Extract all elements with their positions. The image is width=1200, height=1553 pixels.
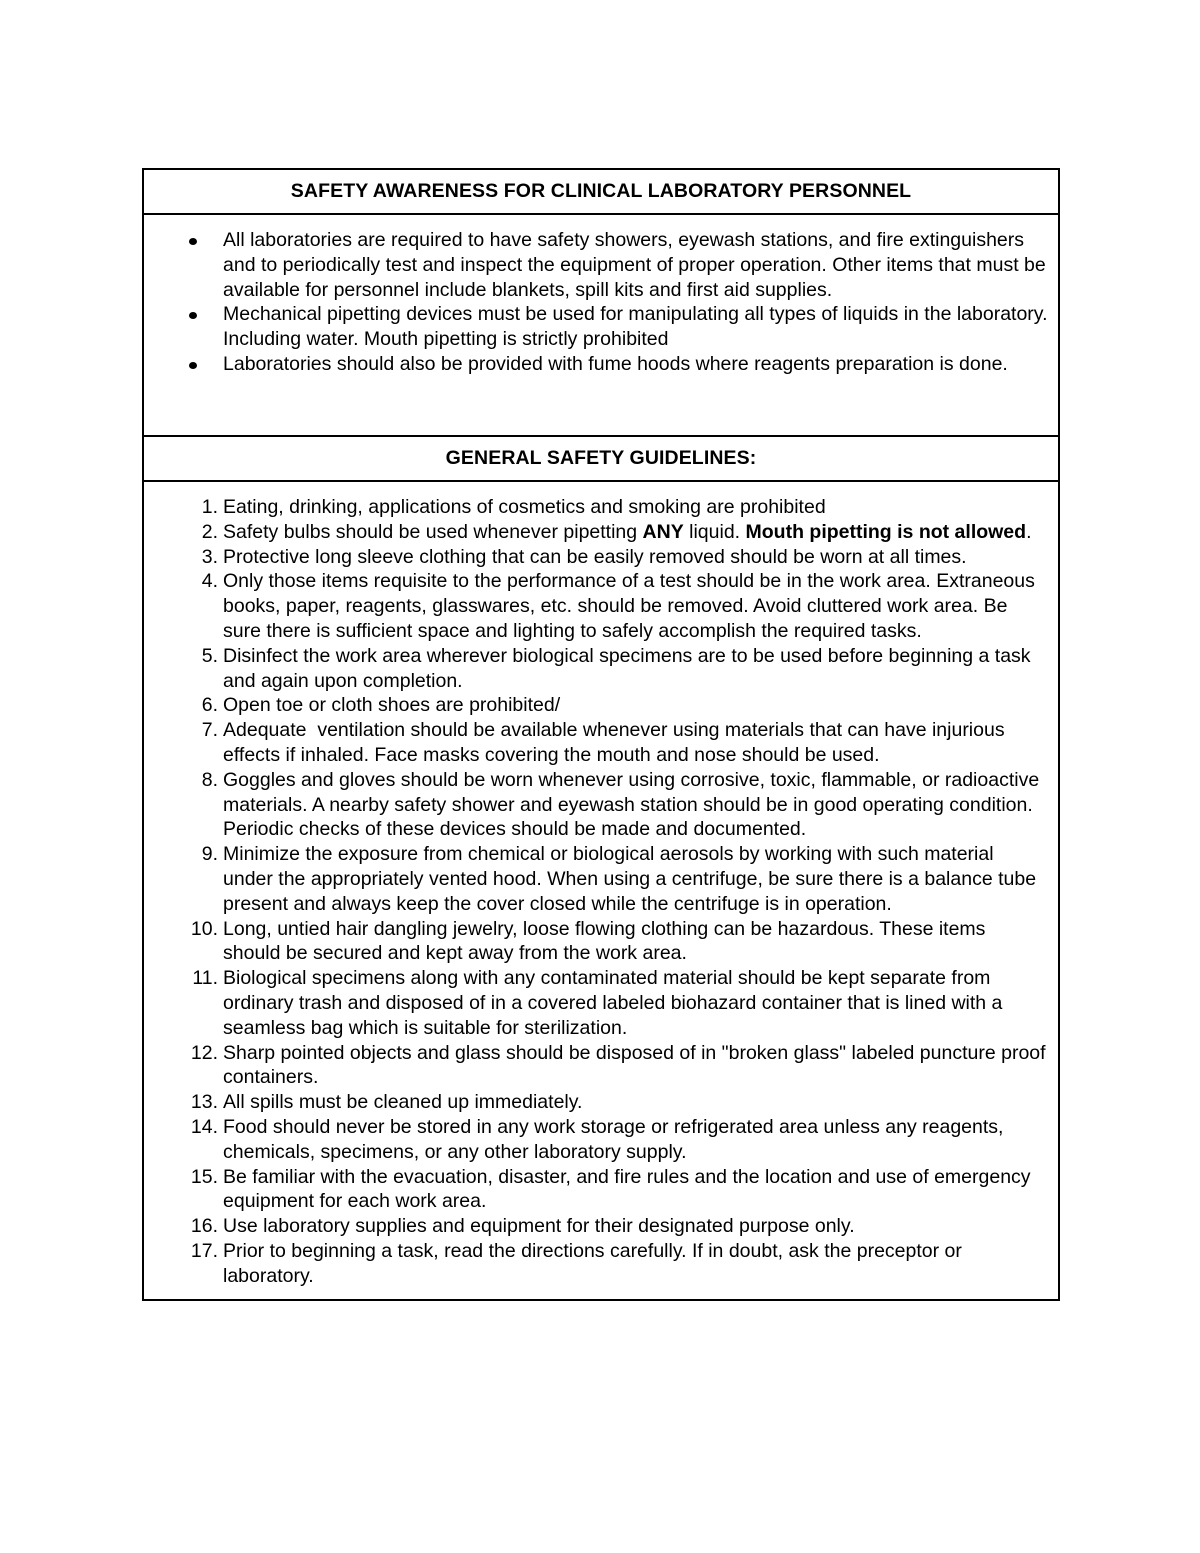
guideline-number: 7. [201,719,218,742]
guideline-number: 12. [190,1041,218,1064]
safety-document-table [142,168,1060,1301]
bullet-text: Mechanical pipetting devices must be used for manipulating all types of liquids in the laboratory. Including water. Mouth pipetting is strictly prohibited [223,303,1048,351]
bullet-text: All laboratories are required to have safety showers, eyewash stations, and fire extinguishers and to periodically test and inspect the equipment of proper operation. Other items that must be available for personnel include blankets, spill kits and first aid supplies. [223,229,1046,301]
guideline-number: 3. [201,545,218,568]
guideline-text-part: . [1026,520,1032,543]
guideline-item [144,569,1048,643]
guideline-text: Adequate ventilation should be available whenever using materials that can have injurious effects if inhaled. Face masks covering the mouth and nose should be used. [223,719,1011,766]
guideline-number: 14. [190,1115,218,1138]
guideline-item [144,768,1048,842]
guideline-number: 17. [190,1239,218,1262]
guideline-text: Sharp pointed objects and glass should be disposed of in "broken glass" labeled puncture proof containers. [223,1041,1046,1089]
guideline-number: 2. [201,520,218,543]
guidelines-numbered-list [144,495,1048,1289]
guideline-number: 6. [201,694,218,717]
bullet-dot-icon [189,362,197,369]
guideline-item [144,718,1048,768]
guideline-item [144,520,1048,545]
awareness-section-body [144,215,1058,437]
guideline-text-part: Safety bulbs should be used whenever pipetting [223,520,643,543]
guideline-text: Minimize the exposure from chemical or biological aerosols by working with such material under the appropriately vented hood. When using a centrifuge, be sure there is a balance tube present and always keep the cover closed while the centrifuge is in operation. [223,843,1037,915]
guideline-item [144,644,1048,694]
bullet-item [144,228,1048,302]
guideline-number: 15. [190,1165,218,1188]
guideline-text: Open toe or cloth shoes are prohibited/ [223,694,561,717]
guideline-text: All spills must be cleaned up immediately. [223,1091,583,1114]
guideline-emphasis: Mouth pipetting is not allowed [745,520,1027,543]
guideline-number: 13. [190,1091,218,1114]
guideline-item [144,693,1048,718]
guidelines-section-title: GENERAL SAFETY GUIDELINES: [144,437,1058,482]
guideline-item [144,966,1048,1040]
guideline-item [144,1214,1048,1239]
guideline-emphasis: ANY [642,520,684,543]
bullet-dot-icon [189,312,197,319]
guideline-number: 11. [192,967,218,990]
guideline-text: Disinfect the work area wherever biological specimens are to be used before beginning a task and again upon completion. [223,644,1031,692]
guideline-item [144,1165,1048,1215]
guideline-number: 16. [190,1215,218,1238]
guideline-number: 9. [201,843,218,866]
awareness-bullet-list [144,228,1048,377]
guideline-number: 5. [201,644,218,667]
guideline-text: Goggles and gloves should be worn whenever using corrosive, toxic, flammable, or radioactive materials. A nearby safety shower and eyewash station should be in good operating condition. Periodic checks of these devices should be made and documented. [223,768,1040,841]
bullet-item [144,302,1048,352]
guideline-item [144,1090,1048,1115]
guideline-item [144,495,1048,520]
guideline-item [144,1041,1048,1091]
guideline-text: Biological specimens along with any contaminated material should be kept separate from ordinary trash and disposed of in a covered labeled biohazard container that is lined with a seamless bag which is suitable for sterilization. [223,967,1003,1039]
guideline-item [144,545,1048,570]
guideline-item [144,1115,1048,1165]
guidelines-section-body [144,482,1058,1299]
awareness-section-title: SAFETY AWARENESS FOR CLINICAL LABORATORY PERSONNEL [144,170,1058,215]
guideline-item [144,842,1048,916]
guideline-text-part: liquid. [683,520,746,543]
bullet-item [144,352,1048,377]
guideline-text: Use laboratory supplies and equipment for their designated purpose only. [223,1215,855,1238]
guideline-text: Protective long sleeve clothing that can be easily removed should be worn at all times. [223,545,967,568]
guideline-text: Food should never be stored in any work storage or refrigerated area unless any reagents, chemicals, specimens, or any other laboratory supply. [223,1115,1004,1163]
guideline-number: 1. [201,496,218,518]
guideline-number: 4. [201,570,218,593]
bullet-dot-icon [189,238,197,245]
guideline-text: Prior to beginning a task, read the directions carefully. If in doubt, ask the preceptor or laboratory. [223,1239,962,1287]
bullet-text: Laboratories should also be provided with fume hoods where reagents preparation is done. [223,352,1008,375]
guideline-number: 8. [201,768,218,791]
guideline-number: 10. [190,917,218,940]
guideline-text: Only those items requisite to the performance of a test should be in the work area. Extraneous books, paper, reagents, glasswares, etc. should be removed. Avoid cluttered work area. Be sure there is sufficient space and lighting to safely accomplish the required tasks. [223,570,1035,642]
guideline-text: Eating, drinking, applications of cosmetics and smoking are prohibited [223,496,826,518]
guideline-text: Long, untied hair dangling jewelry, loose flowing clothing can be hazardous. These items should be secured and kept away from the work area. [223,917,986,965]
guideline-item [144,1239,1048,1289]
guideline-text: Be familiar with the evacuation, disaster, and fire rules and the location and use of emergency equipment for each work area. [223,1165,1031,1213]
guideline-item [144,917,1048,967]
